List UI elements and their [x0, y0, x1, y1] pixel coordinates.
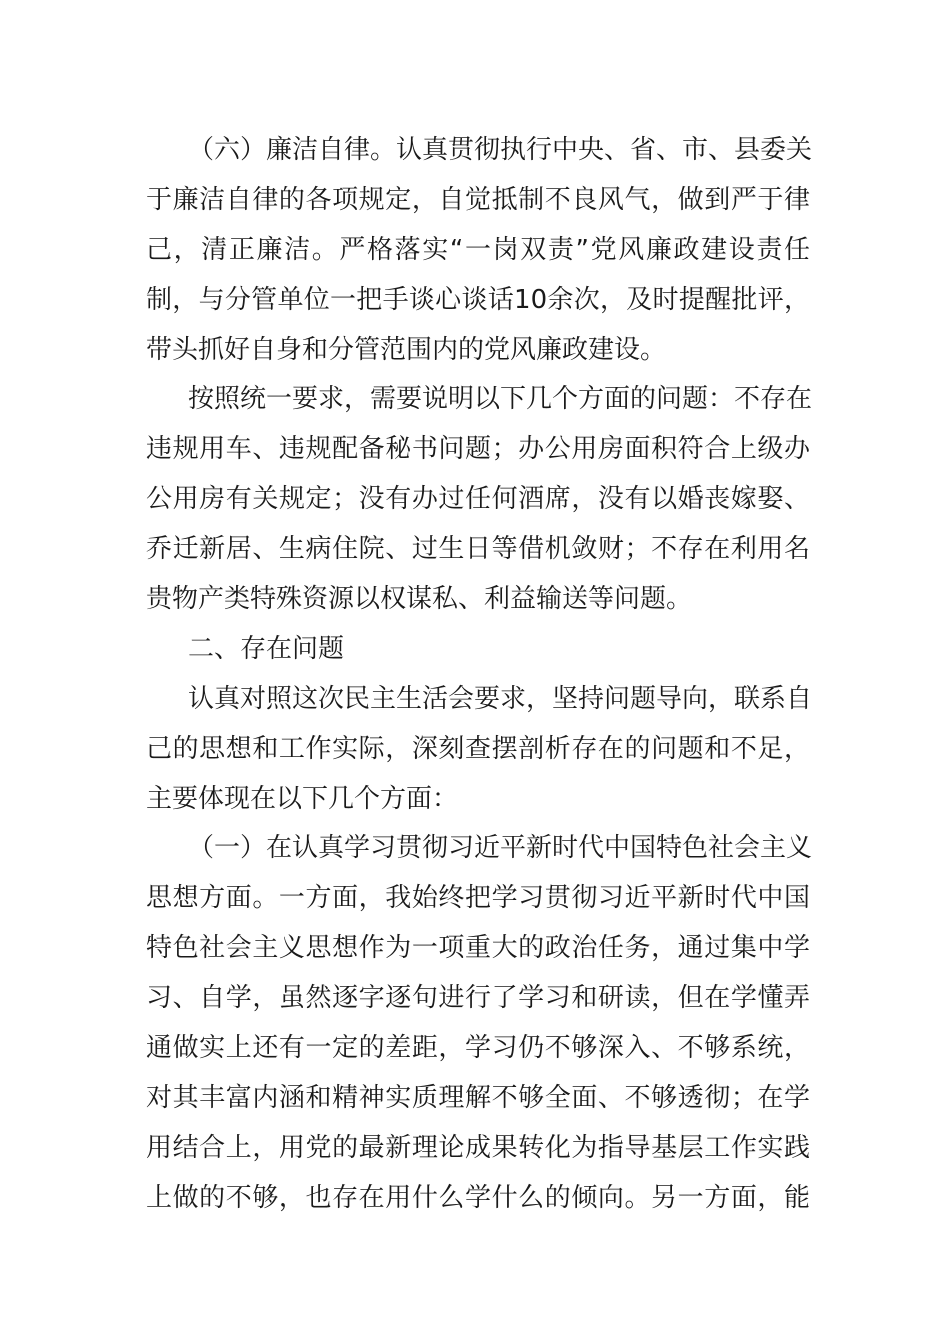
paragraph-xuexi-line-2: 思想方面。一方面，我始终把学习贯彻习近平新时代中国: [146, 883, 810, 914]
paragraph-duizhao-line-2: 己的思想和工作实际，深刻查摆剖析存在的问题和不足，: [146, 733, 810, 764]
paragraph-lianjie-line-5: 带头抓好自身和分管范围内的党风廉政建设。: [146, 334, 667, 365]
paragraph-duizhao-line-1: 认真对照这次民主生活会要求，坚持问题导向，联系自: [188, 683, 813, 714]
paragraph-shuoming-line-5: 贵物产类特殊资源以权谋私、利益输送等问题。: [146, 584, 693, 615]
paragraph-shuoming-line-3: 公用房有关规定；没有办过任何酒席，没有以婚丧嫁娶、: [146, 484, 810, 515]
paragraph-xuexi-line-7: 用结合上，用党的最新理论成果转化为指导基层工作实践: [146, 1132, 810, 1163]
paragraph-lianjie-line-4: 制，与分管单位一把手谈心谈话10余次，及时提醒批评，: [146, 284, 810, 315]
paragraph-shuoming-line-1: 按照统一要求，需要说明以下几个方面的问题：不存在: [188, 384, 813, 415]
paragraph-shuoming-line-4: 乔迁新居、生病住院、过生日等借机敛财；不存在利用名: [146, 534, 810, 565]
paragraph-xuexi-line-5: 通做实上还有一定的差距，学习仍不够深入、不够系统，: [146, 1033, 810, 1064]
paragraph-lianjie-line-3: 己，清正廉洁。严格落实“一岗双责”党风廉政建设责任: [146, 234, 810, 265]
document-body: [146, 126, 813, 1224]
paragraph-xuexi-line-8: 上做的不够，也存在用什么学什么的倾向。另一方面，能: [146, 1182, 810, 1213]
paragraph-duizhao-line-3: 主要体现在以下几个方面：: [146, 783, 459, 814]
paragraph-xuexi-line-6: 对其丰富内涵和精神实质理解不够全面、不够透彻；在学: [146, 1082, 810, 1113]
paragraph-xuexi-line-3: 特色社会主义思想作为一项重大的政治任务，通过集中学: [146, 933, 810, 964]
paragraph-lianjie-line-1: （六）廉洁自律。认真贯彻执行中央、省、市、县委关: [188, 135, 813, 165]
section-heading-cunzai-wenti: 二、存在问题: [188, 633, 345, 664]
paragraph-xuexi-line-4: 习、自学，虽然逐字逐句进行了学习和研读，但在学懂弄: [146, 983, 810, 1014]
paragraph-lianjie-line-2: 于廉洁自律的各项规定，自觉抵制不良风气，做到严于律: [146, 184, 810, 215]
paragraph-shuoming-line-2: 违规用车、违规配备秘书问题；办公用房面积符合上级办: [146, 434, 810, 465]
paragraph-xuexi-line-1: （一）在认真学习贯彻习近平新时代中国特色社会主义: [188, 833, 813, 864]
